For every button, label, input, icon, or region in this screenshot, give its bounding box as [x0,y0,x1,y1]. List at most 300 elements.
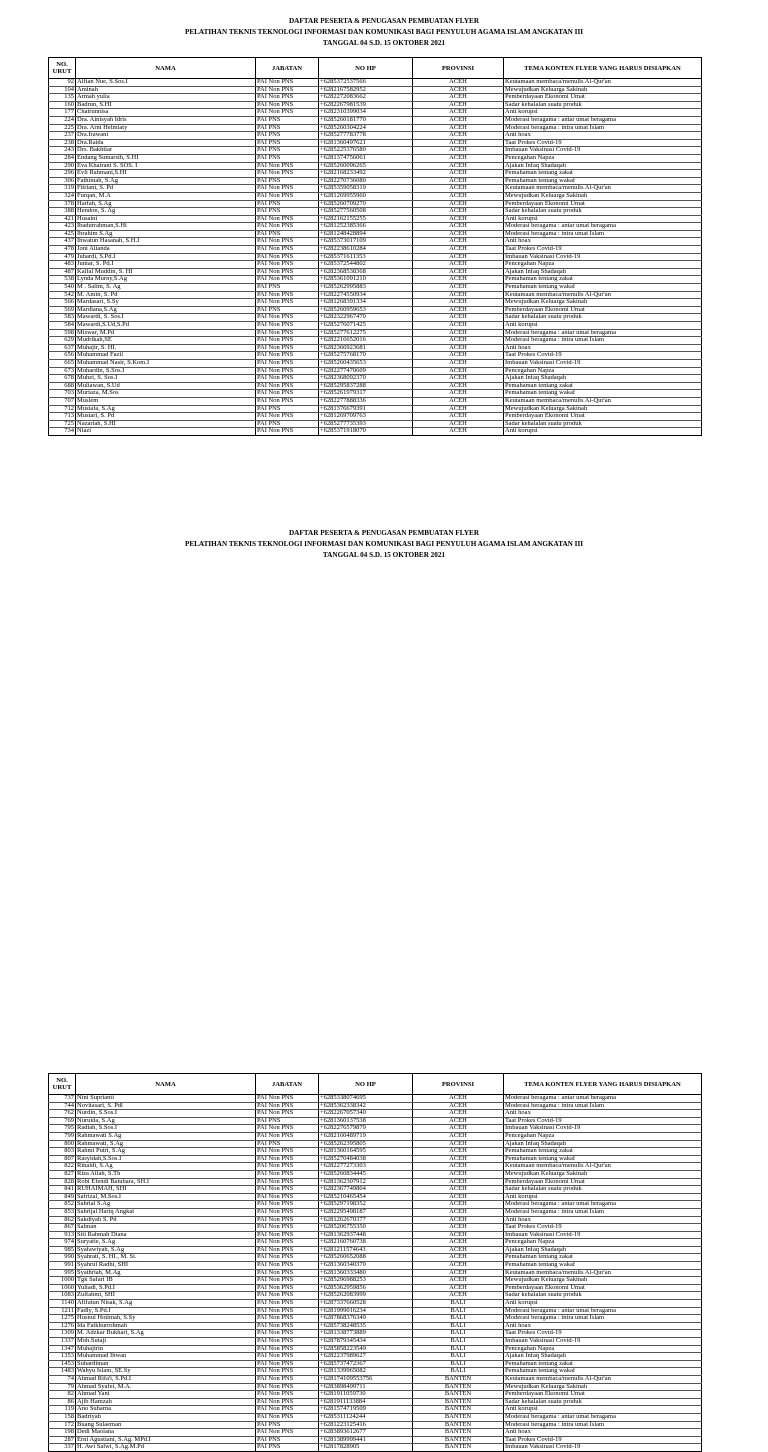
cell-tema: Keutamaan membaca/menulis Al-Qur'an [504,185,702,193]
cell-provinsi: ACEH [413,337,504,345]
cell-no-urut: 985 [49,1246,76,1254]
cell-no-urut: 637 [49,344,76,352]
cell-provinsi: ACEH [413,420,504,428]
table-row [49,1315,702,1323]
cell-provinsi: ACEH [413,322,504,330]
cell-provinsi: ACEH [413,405,504,413]
cell-no-hp: +6282272083662 [319,94,413,102]
cell-no-hp: +6285858223549 [319,1345,413,1353]
cell-jabatan: PAI Non PNS [256,299,319,307]
cell-tema: Anti korupsi [504,215,702,223]
cell-no-urut: 713 [49,413,76,421]
cell-tema: Pemahaman tentang zakat [504,1360,702,1368]
cell-jabatan: PAI PNS [256,1436,319,1444]
table-row [49,1338,702,1346]
cell-tema: Ajakan Infaq Shadaqah [504,268,702,276]
cell-provinsi: BALI [413,1307,504,1315]
cell-nama: Rahmawati, S.Ag [76,1140,256,1148]
cell-provinsi: ACEH [413,1201,504,1209]
table-row [49,284,702,292]
cell-no-hp: +6285372537566 [319,79,413,87]
col-no-urut: NO. URUT [49,1074,76,1095]
cell-provinsi: BANTEN [413,1375,504,1383]
cell-no-hp: +6285371918070 [319,428,413,436]
cell-no-urut: 177 [49,109,76,117]
cell-jabatan: PAI Non PNS [256,1125,319,1133]
cell-jabatan: PAI PNS [256,420,319,428]
cell-tema: Mewujudkan Keluarga Sakinah [504,1383,702,1391]
cell-jabatan: PAI PNS [256,147,319,155]
cell-jabatan: PAI Non PNS [256,1193,319,1201]
cell-no-urut: 421 [49,215,76,223]
cell-tema: Mewujudkan Keluarga Sakinah [504,192,702,200]
cell-tema: Moderasi beragama : antar umat beragama [504,329,702,337]
cell-nama: Nurdin, S.Sos.I [76,1110,256,1118]
cell-no-hp: +6285737472367 [319,1360,413,1368]
cell-nama: Nuruida, S.Ag [76,1117,256,1125]
cell-jabatan: PAI Non PNS [256,1239,319,1247]
cell-provinsi: ACEH [413,116,504,124]
cell-jabatan: PAI Non PNS [256,352,319,360]
cell-provinsi: BANTEN [413,1406,504,1414]
cell-no-hp: +6285373017109 [319,238,413,246]
cell-no-hp: +6282168233492 [319,170,413,178]
table-row [49,238,702,246]
cell-no-urut: 849 [49,1193,76,1201]
cell-provinsi: ACEH [413,1231,504,1239]
table-row [49,1231,702,1239]
table-row [49,94,702,102]
cell-no-hp: +6282276579879 [319,1125,413,1133]
cell-jabatan: PAI Non PNS [256,1102,319,1110]
cell-no-hp: +6285311124244 [319,1413,413,1421]
cell-nama: Syathriah, M.Ag [76,1269,256,1277]
cell-provinsi: BANTEN [413,1444,504,1452]
cell-tema: Pemahaman tentang zakat [504,1254,702,1262]
cell-nama: Sahrial S.Ag [76,1201,256,1209]
cell-no-hp: +6282295498187 [319,1208,413,1216]
cell-nama: Evli Rahmani,S.HI [76,170,256,178]
cell-provinsi: BALI [413,1300,504,1308]
cell-no-hp: +6285276071425 [319,322,413,330]
cell-jabatan: PAI Non PNS [256,246,319,254]
document-header [0,0,768,49]
cell-provinsi: ACEH [413,246,504,254]
cell-no-urut: 827 [49,1170,76,1178]
cell-no-hp: +6285738248535 [319,1322,413,1330]
table-row [49,116,702,124]
table-row [49,390,702,398]
cell-tema: Moderasi beragama : intra umat Islam [504,1421,702,1429]
cell-no-hp: +6285225376580 [319,147,413,155]
cell-no-urut: 540 [49,284,76,292]
table-row [49,322,702,330]
cell-no-hp: +6282216652016 [319,337,413,345]
cell-no-urut: 828 [49,1178,76,1186]
cell-no-hp: +6281269955960 [319,192,413,200]
cell-nama: Buang Sulaeman [76,1421,256,1429]
cell-no-urut: 1337 [49,1338,76,1346]
cell-nama: Novitasari, S. Pdl [76,1102,256,1110]
cell-provinsi: BANTEN [413,1383,504,1391]
cell-tema: Ajakan Infaq Shadaqah [504,1246,702,1254]
cell-tema: Sadar kehalalan suatu produk [504,101,702,109]
cell-jabatan: PAI Non PNS [256,253,319,261]
cell-no-urut: 542 [49,291,76,299]
cell-tema: Pemahaman tentang wakaf [504,1262,702,1270]
cell-nama: Yuliadi, S.Pd.I [76,1284,256,1292]
cell-no-urut: 1453 [49,1360,76,1368]
table-row [49,1148,702,1156]
cell-provinsi: ACEH [413,413,504,421]
cell-tema: Anti hoax [504,1216,702,1224]
cell-jabatan: PAI Non PNS [256,162,319,170]
cell-provinsi: ACEH [413,223,504,231]
cell-tema: Pemahaman tentang wakaf [504,177,702,185]
cell-provinsi: ACEH [413,1269,504,1277]
cell-no-hp: +6285361091210 [319,276,413,284]
cell-no-urut: 584 [49,322,76,330]
cell-nama: Wahyu Islam, SE.Sy [76,1368,256,1376]
cell-no-hp: +6282237989627 [319,1353,413,1361]
cell-no-hp: +6282162155255 [319,215,413,223]
header-line-1: DAFTAR PESERTA & PENUGASAN PEMBUATAN FLYER [288,17,480,25]
cell-no-urut: 237 [49,132,76,140]
cell-tema: Pencegahan Napza [504,1239,702,1247]
cell-no-urut: 287 [49,1436,76,1444]
table-row [49,1330,702,1338]
cell-provinsi: ACEH [413,1155,504,1163]
cell-no-urut: 319 [49,185,76,193]
cell-jabatan: PAI Non PNS [256,1322,319,1330]
cell-no-hp: +6281338773889 [319,1330,413,1338]
cell-no-urut: 656 [49,352,76,360]
cell-provinsi: ACEH [413,397,504,405]
table-row [49,1208,702,1216]
cell-tema: Mewujudkan Keluarga Sakinah [504,86,702,94]
cell-nama: Muhardin, S.Sos.I [76,367,256,375]
cell-provinsi: ACEH [413,1140,504,1148]
cell-no-urut: 734 [49,428,76,436]
cell-no-urut: 284 [49,154,76,162]
cell-no-hp: +62817828905 [319,1444,413,1452]
cell-no-urut: 762 [49,1110,76,1118]
cell-provinsi: ACEH [413,268,504,276]
cell-no-urut: 1347 [49,1345,76,1353]
cell-provinsi: ACEH [413,238,504,246]
table-row [49,147,702,155]
cell-provinsi: ACEH [413,1246,504,1254]
cell-tema: Anti korupsi [504,1193,702,1201]
cell-provinsi: ACEH [413,1292,504,1300]
table-row [49,1155,702,1163]
cell-no-hp: +6282277888336 [319,397,413,405]
cell-no-urut: 538 [49,276,76,284]
cell-jabatan: PAI PNS [256,230,319,238]
cell-no-hp: +6281339965082 [319,1368,413,1376]
cell-provinsi: ACEH [413,1208,504,1216]
cell-no-urut: 1309 [49,1330,76,1338]
cell-nama: Safrizal, M.Sos.I [76,1193,256,1201]
cell-tema: Anti korupsi [504,1406,702,1414]
cell-jabatan: PAI Non PNS [256,238,319,246]
cell-jabatan: PAI Non PNS [256,1201,319,1209]
cell-tema: Pemahaman tentang wakaf [504,390,702,398]
cell-no-urut: 224 [49,116,76,124]
cell-provinsi: ACEH [413,94,504,102]
cell-no-urut: 1483 [49,1368,76,1376]
col-provinsi: PROVINSI [413,1074,504,1095]
table-row [49,215,702,223]
cell-nama: Ihwatun Hasanah, S.H.I [76,238,256,246]
cell-provinsi: ACEH [413,124,504,132]
cell-no-urut: 160 [49,101,76,109]
table-row [49,413,702,421]
cell-no-hp: +6285297198352 [319,1201,413,1209]
cell-provinsi: ACEH [413,192,504,200]
cell-no-urut: 243 [49,147,76,155]
table-row [49,1186,702,1194]
cell-tema: Anti hoax [504,238,702,246]
cell-no-hp: +6285362959856 [319,1284,413,1292]
cell-no-hp: +6281360497621 [319,139,413,147]
cell-no-urut: 1140 [49,1300,76,1308]
cell-no-hp: +6283898499711 [319,1383,413,1391]
cell-no-hp: +6285277735393 [319,420,413,428]
table-row [49,1224,702,1232]
table-row [49,1284,702,1292]
cell-tema: Sadar kehalalan suatu produk [504,1292,702,1300]
cell-nama: Badrun, S.HI [76,101,256,109]
cell-jabatan: PAI Non PNS [256,192,319,200]
table-row [49,1163,702,1171]
cell-no-hp: +6282270736080 [319,177,413,185]
cell-nama: Ajib Hamzah [76,1398,256,1406]
cell-provinsi: ACEH [413,359,504,367]
table-row [49,1307,702,1315]
cell-nama: Mustafa, S.Ag [76,405,256,413]
cell-nama: Ibadurrahman,S.Hi [76,223,256,231]
cell-no-hp: +6285260181770 [319,116,413,124]
table-row [49,139,702,147]
cell-no-hp: +6281262670377 [319,1216,413,1224]
cell-tema: Pencegahan Napza [504,261,702,269]
cell-tema: Moderasi beragama : intra umat Islam [504,1102,702,1110]
cell-jabatan: PAI Non PNS [256,382,319,390]
cell-no-hp: +6281362307912 [319,1178,413,1186]
cell-jabatan: PAI Non PNS [256,1413,319,1421]
cell-jabatan: PAI Non PNS [256,1148,319,1156]
cell-nama: Endang Sumarsih, S.HI [76,154,256,162]
cell-no-urut: 744 [49,1102,76,1110]
cell-no-urut: 1275 [49,1315,76,1323]
cell-provinsi: ACEH [413,1102,504,1110]
table-row [49,79,702,87]
col-jabatan: JABATAN [256,1074,319,1095]
table-row [49,154,702,162]
cell-provinsi: ACEH [413,306,504,314]
cell-jabatan: PAI Non PNS [256,1300,319,1308]
cell-nama: Alfian Nue, S.Sos.I [76,79,256,87]
cell-no-hp: +6285359058319 [319,185,413,193]
cell-no-hp: +6285277783778 [319,132,413,140]
page-1 [0,0,768,435]
cell-no-hp: +6285371611353 [319,253,413,261]
table-row [49,291,702,299]
cell-no-hp: +628174109553756 [319,1375,413,1383]
cell-no-hp: +6285260959653 [319,306,413,314]
cell-jabatan: PAI Non PNS [256,1224,319,1232]
cell-provinsi: ACEH [413,132,504,140]
cell-tema: Taat Prokes Covid-19 [504,1117,702,1125]
cell-no-urut: 974 [49,1239,76,1247]
cell-no-urut: 737 [49,1095,76,1103]
cell-provinsi: ACEH [413,1163,504,1171]
cell-no-urut: 172 [49,1421,76,1429]
table-row [49,1125,702,1133]
cell-no-urut: 478 [49,246,76,254]
cell-jabatan: PAI Non PNS [256,1231,319,1239]
cell-no-urut: 800 [49,1140,76,1148]
cell-no-urut: 135 [49,94,76,102]
cell-nama: Murtaza, M.Sos [76,390,256,398]
cell-no-hp: +6282367749804 [319,1186,413,1194]
cell-nama: Juniar, S. Pd.I [76,261,256,269]
cell-tema: Moderasi beragama : intra umat Islam [504,230,702,238]
cell-no-urut: 913 [49,1231,76,1239]
cell-provinsi: ACEH [413,230,504,238]
cell-jabatan: PAI Non PNS [256,1208,319,1216]
cell-provinsi: ACEH [413,375,504,383]
cell-no-urut: 853 [49,1208,76,1216]
cell-no-urut: 769 [49,1117,76,1125]
cell-no-urut: 991 [49,1262,76,1270]
cell-nama: Siti Rahmah Diana [76,1231,256,1239]
cell-no-hp: +6285277612275 [319,329,413,337]
table-row [49,1102,702,1110]
cell-provinsi: ACEH [413,284,504,292]
cell-nama: Nazariah, S.HI [76,420,256,428]
col-tema: TEMA KONTEN FLYER YANG HARUS DISIAPKAN [504,58,702,79]
cell-tema: Pemahaman tentang zakat [504,276,702,284]
cell-nama: Tgk Safari IB [76,1277,256,1285]
table-row [49,299,702,307]
cell-nama: Salman [76,1224,256,1232]
table-row [49,1353,702,1361]
col-no-urut: NO. URUT [49,58,76,79]
cell-nama: Robi Efendi Batubara, SH.I [76,1178,256,1186]
cell-nama: Hendon, S. Ag [76,208,256,216]
cell-no-hp: +6281269709763 [319,413,413,421]
cell-provinsi: ACEH [413,1254,504,1262]
table-row [49,1246,702,1254]
cell-provinsi: ACEH [413,170,504,178]
table-row [49,132,702,140]
cell-jabatan: PAI PNS [256,405,319,413]
table-row [49,1117,702,1125]
cell-no-urut: 290 [49,162,76,170]
document-header [0,512,768,561]
cell-nama: Dedi Maolana [76,1429,256,1437]
cell-tema: Pencegahan Napza [504,1132,702,1140]
cell-tema: Taat Prokes Covid-19 [504,352,702,360]
cell-jabatan: PAI Non PNS [256,276,319,284]
cell-nama: RUHAIMAH, SHI [76,1186,256,1194]
cell-tema: Pemberdayaan Ekonomi Umat [504,413,702,421]
table-row [49,367,702,375]
cell-nama: Eva Khairani S. SOS. I [76,162,256,170]
cell-nama: Suryatie, S.Ag [76,1239,256,1247]
table-row [49,208,702,216]
cell-provinsi: ACEH [413,1239,504,1247]
cell-no-urut: 841 [49,1186,76,1194]
table-row [49,86,702,94]
cell-jabatan: PAI Non PNS [256,1186,319,1194]
table-row [49,1132,702,1140]
cell-nama: Dra. Ainisyah Idris [76,116,256,124]
cell-no-hp: +6282368538368 [319,268,413,276]
cell-jabatan: PAI Non PNS [256,215,319,223]
cell-nama: Ida Fatkhurrohmah [76,1322,256,1330]
cell-no-hp: +6282238610284 [319,246,413,254]
table-row [49,1239,702,1247]
cell-jabatan: PAI Non PNS [256,1269,319,1277]
cell-tema: Sadar kehalalan suatu produk [504,314,702,322]
table-row [49,1178,702,1186]
cell-no-hp: +6282160489719 [319,1132,413,1140]
cell-jabatan: PAI Non PNS [256,390,319,398]
cell-tema: Taat Prokes Covid-19 [504,1436,702,1444]
cell-nama: Husnul Hotimah, S.Sy [76,1315,256,1323]
cell-jabatan: PAI Non PNS [256,1338,319,1346]
cell-no-urut: 158 [49,1413,76,1421]
cell-tema: Anti korupsi [504,428,702,436]
cell-no-hp: +6285206755350 [319,1224,413,1232]
cell-no-hp: +6285260096265 [319,162,413,170]
cell-tema: Pemberdayaan Ekonomi Umat [504,200,702,208]
participants-table [48,57,702,436]
cell-tema: Keutamaan membaca/menulis Al-Qur'an [504,1269,702,1277]
cell-jabatan: PAI Non PNS [256,1429,319,1437]
cell-no-urut: 86 [49,1398,76,1406]
cell-no-urut: 74 [49,1375,76,1383]
cell-tema: Taat Prokes Covid-19 [504,1330,702,1338]
cell-provinsi: ACEH [413,367,504,375]
cell-jabatan: PAI Non PNS [256,1155,319,1163]
cell-tema: Imbauan Vaksinasi Covid-19 [504,1125,702,1133]
cell-no-hp: +6281360137538 [319,1117,413,1125]
cell-nama: Armah yulia [76,94,256,102]
cell-tema: Imbauan Vaksinasi Covid-19 [504,1338,702,1346]
cell-provinsi: ACEH [413,1095,504,1103]
table-row [49,306,702,314]
table-row [49,352,702,360]
table-row [49,1140,702,1148]
cell-no-urut: 995 [49,1269,76,1277]
table-row [49,276,702,284]
cell-provinsi: ACEH [413,215,504,223]
header-line-3: TANGGAL 04 S.D. 15 OKTOBER 2021 [322,39,446,47]
cell-tema: Sadar kehalalan suatu produk [504,420,702,428]
table-row [49,223,702,231]
cell-nama: Dra.Irawani [76,132,256,140]
cell-no-hp: +6287337660528 [319,1300,413,1308]
cell-jabatan: PAI Non PNS [256,1284,319,1292]
cell-no-hp: +6281574719509 [319,1406,413,1414]
cell-no-urut: 306 [49,177,76,185]
cell-tema: Pemahaman tentang zakat [504,170,702,178]
cell-tema: Keutamaan membaca/menulis Al-Qur'an [504,1163,702,1171]
